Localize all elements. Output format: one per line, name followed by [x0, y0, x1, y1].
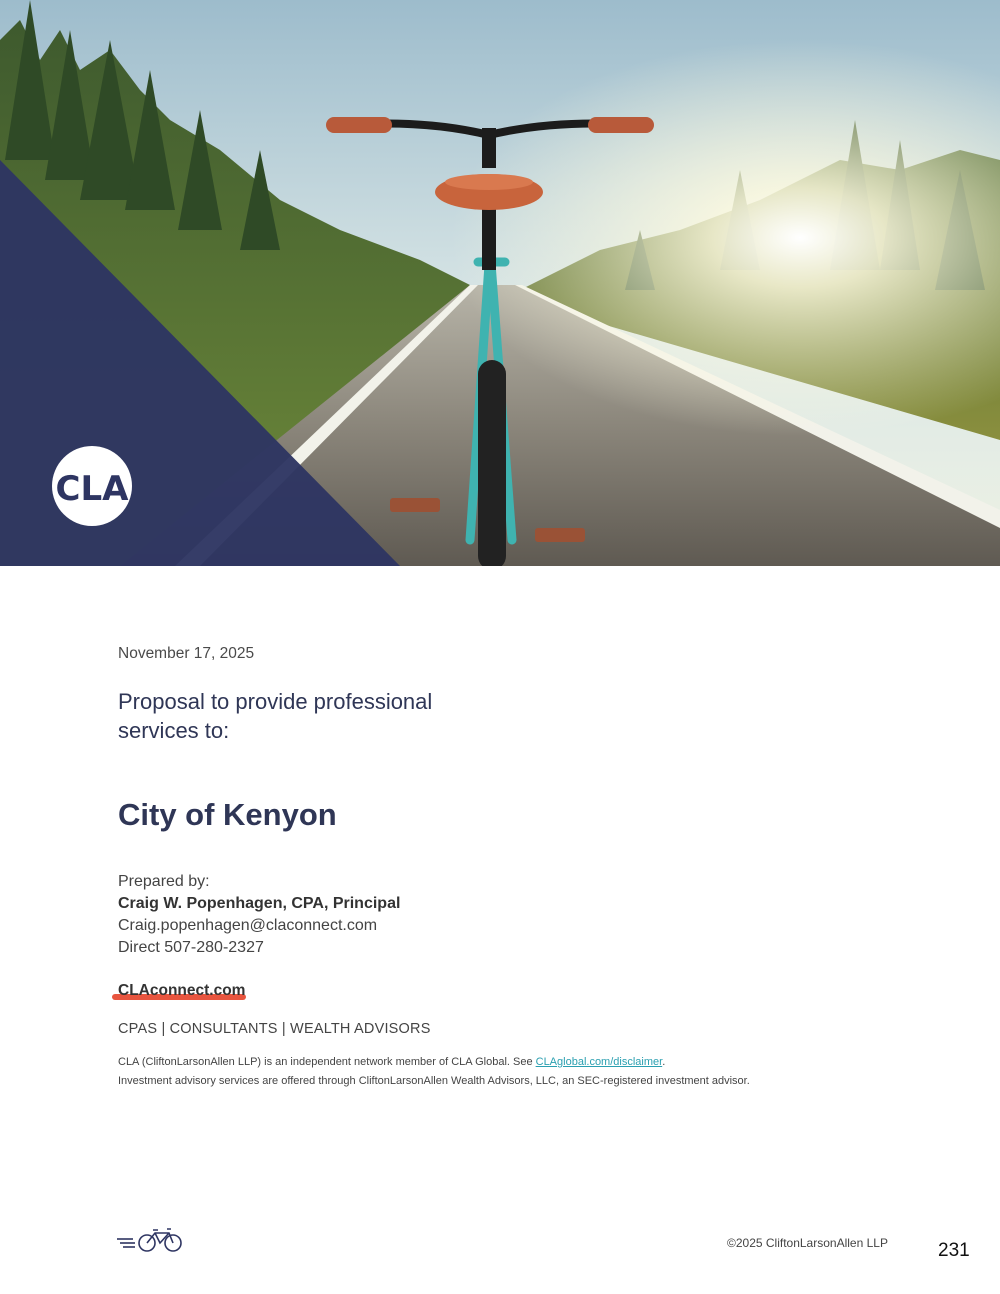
- hero-image: [0, 0, 1000, 566]
- cla-logo: [52, 446, 132, 526]
- services-line: CPAS | CONSULTANTS | WEALTH ADVISORS: [118, 1021, 431, 1037]
- proposal-heading: [118, 687, 478, 745]
- prepared-label: Prepared by:: [118, 873, 210, 890]
- client-name: City of Kenyon: [118, 797, 337, 832]
- disclaimer: [118, 1053, 898, 1091]
- proposal-line-1: Proposal to provide professional: [118, 689, 433, 714]
- bicycle-icon: [117, 1226, 185, 1259]
- hero-illustration: [0, 0, 1000, 566]
- prepared-by-block: [118, 871, 400, 959]
- proposal-date: November 17, 2025: [118, 645, 255, 662]
- disclaimer-line-2: Investment advisory services are offered through CliftonLarsonAllen Wealth Advisors, LLC, an SEC-registered investment advisor.: [118, 1075, 750, 1087]
- proposal-line-2: services to:: [118, 718, 230, 743]
- preparer-name: Craig W. Popenhagen, CPA, Principal: [118, 895, 401, 912]
- copyright: ©2025 CliftonLarsonAllen LLP: [727, 1236, 888, 1250]
- page-number: 231: [938, 1240, 970, 1261]
- cla-logo-text: CLA: [55, 469, 129, 509]
- preparer-phone: Direct 507-280-2327: [118, 939, 264, 956]
- website-link[interactable]: CLAconnect.com: [118, 982, 246, 999]
- disclaimer-line-1: CLA (CliftonLarsonAllen LLP) is an independent network member of CLA Global. See CLAglobal.com/disclaimer.: [118, 1056, 666, 1068]
- disclaimer-link[interactable]: CLAglobal.com/disclaimer: [535, 1056, 663, 1068]
- preparer-email[interactable]: Craig.popenhagen@claconnect.com: [118, 917, 378, 934]
